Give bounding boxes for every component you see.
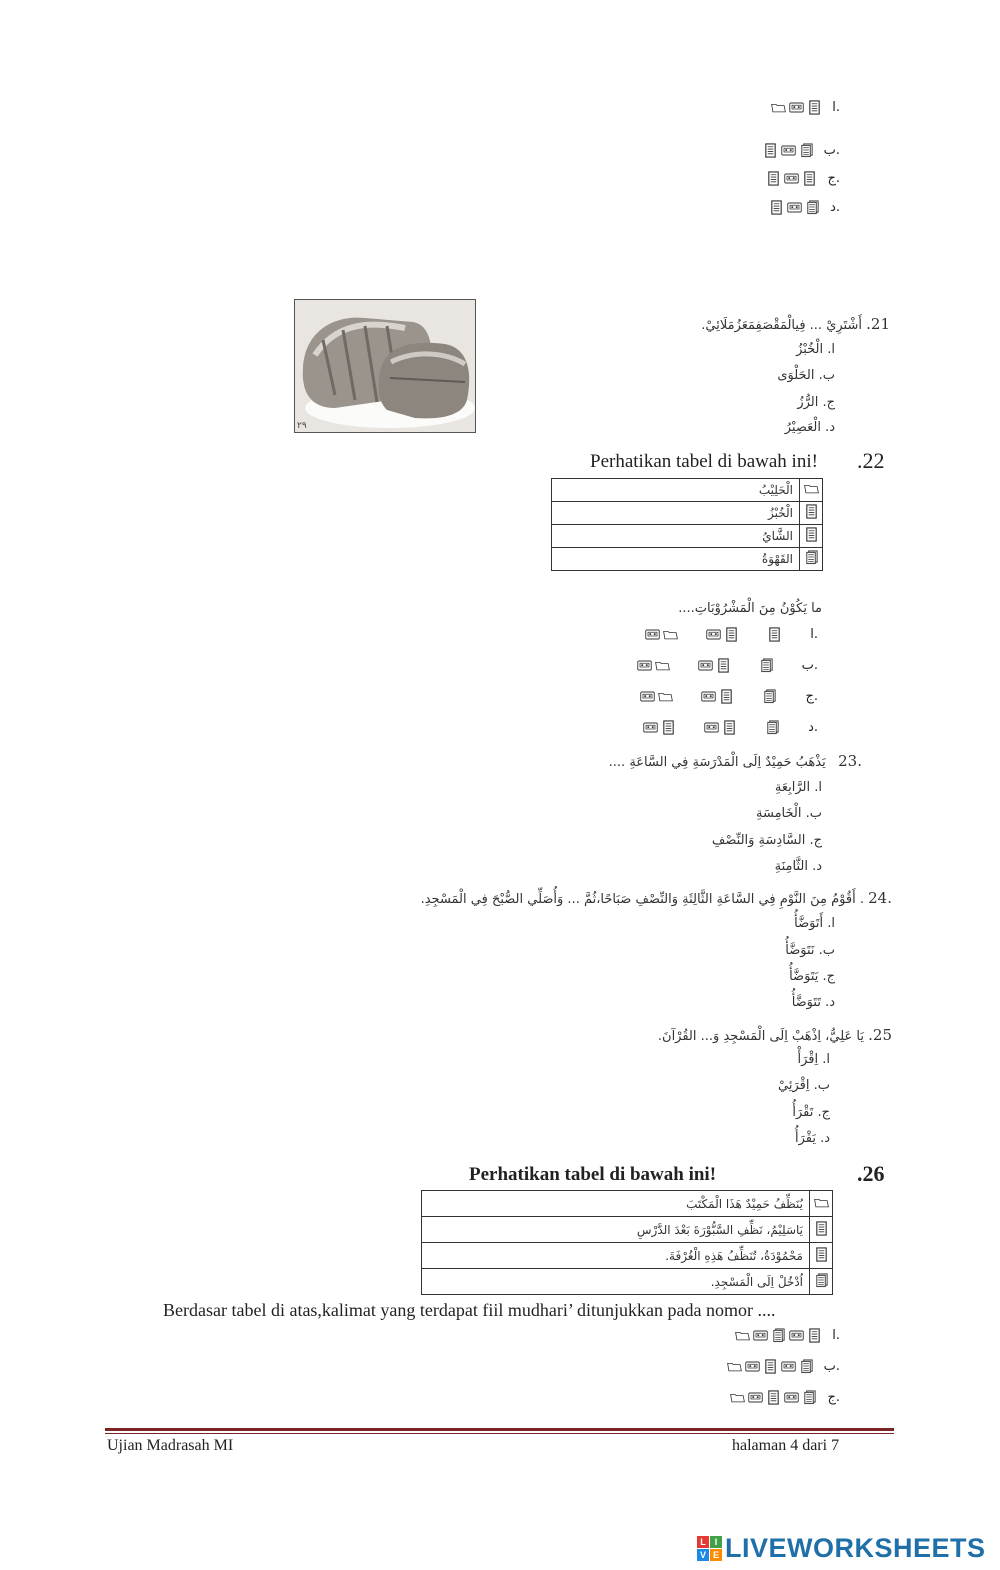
stack-icon bbox=[799, 143, 814, 158]
table-cell-icon bbox=[800, 502, 823, 525]
q26-statement: Berdasar tabel di atas,kalimat yang terdapat fiil mudhari’ ditunjukkan pada nomor .... bbox=[163, 1300, 776, 1320]
option-label: د. bbox=[830, 200, 840, 215]
q22-options bbox=[600, 625, 840, 750]
q26-title: Perhatikan tabel di bawah ini! bbox=[469, 1164, 717, 1185]
table-cell-icon bbox=[810, 1243, 833, 1269]
option-label: ا. bbox=[832, 1328, 840, 1343]
doc-icon bbox=[719, 689, 734, 704]
q25-number: 25. bbox=[868, 1026, 892, 1044]
q20-option-a[interactable] bbox=[771, 100, 840, 115]
bread-image bbox=[294, 299, 476, 433]
icon-group bbox=[645, 627, 678, 642]
footer-rule-thin bbox=[105, 1433, 894, 1434]
table-cell-text: الْخُبْزُ bbox=[552, 502, 800, 525]
q22-option-a[interactable] bbox=[645, 627, 818, 642]
cassette-icon bbox=[643, 720, 658, 735]
q25-option-b[interactable]: ب. اِقْرَئِيْ bbox=[778, 1078, 830, 1093]
q26-options bbox=[690, 1326, 840, 1416]
icon-group bbox=[706, 627, 739, 642]
q20-options bbox=[700, 96, 840, 226]
folder-icon bbox=[735, 1328, 750, 1343]
doc-icon bbox=[763, 143, 778, 158]
stack-icon bbox=[814, 1273, 829, 1288]
icon-group bbox=[766, 171, 817, 186]
folder-icon bbox=[730, 1390, 745, 1405]
option-label: ج. bbox=[827, 1390, 840, 1405]
folder-icon bbox=[814, 1195, 829, 1210]
stack-icon bbox=[765, 720, 780, 735]
doc-icon bbox=[807, 1328, 822, 1343]
q21-question-text: أَشْتَرِيْ ... فِيالْمَقْصَفِمَعَزُمَلَائِيْ. bbox=[701, 318, 862, 333]
cassette-icon bbox=[784, 1390, 799, 1405]
q24-number: .24 bbox=[868, 889, 892, 907]
brand-name: LIVEWORKSHEETS bbox=[725, 1533, 986, 1563]
table-row bbox=[552, 525, 823, 548]
cassette-icon bbox=[781, 143, 796, 158]
q23-option-c[interactable]: ج. السَّادِسَةِ وَالنِّصْفِ bbox=[711, 833, 822, 848]
q20-option-d[interactable] bbox=[769, 200, 840, 215]
q26-option-a[interactable] bbox=[735, 1328, 840, 1343]
cassette-icon bbox=[784, 171, 799, 186]
option-label: ب. bbox=[823, 143, 840, 158]
q23-option-b[interactable]: ب. الْخَامِسَةِ bbox=[756, 806, 822, 821]
folder-icon bbox=[655, 658, 670, 673]
icon-group bbox=[704, 720, 737, 735]
icon-group bbox=[767, 627, 782, 642]
q22-table bbox=[551, 478, 823, 571]
q24-option-d[interactable]: د. تَتَوَضَّأُ bbox=[791, 995, 835, 1010]
stack-icon bbox=[762, 689, 777, 704]
option-label: ب. bbox=[801, 658, 818, 673]
cassette-icon bbox=[753, 1328, 768, 1343]
cassette-icon bbox=[789, 100, 804, 115]
cassette-icon bbox=[745, 1359, 760, 1374]
stack-icon bbox=[771, 1328, 786, 1343]
cassette-icon bbox=[637, 658, 652, 673]
doc-icon bbox=[804, 504, 819, 519]
q24-option-a[interactable]: ا. أَتَوَضَّأُ bbox=[794, 916, 835, 931]
icon-group bbox=[643, 720, 676, 735]
table-cell-icon bbox=[810, 1269, 833, 1295]
icon-group bbox=[640, 689, 673, 704]
doc-icon bbox=[804, 527, 819, 542]
q21-number: 21. bbox=[866, 315, 890, 333]
q25-question bbox=[658, 1026, 892, 1044]
table-cell-text: الشَّايُ bbox=[552, 525, 800, 548]
q21-question bbox=[701, 315, 890, 333]
cassette-icon bbox=[787, 200, 802, 215]
q26-number: .26 bbox=[857, 1161, 885, 1186]
option-label: ج. bbox=[805, 689, 818, 704]
cassette-icon bbox=[698, 658, 713, 673]
icon-group bbox=[698, 658, 731, 673]
table-cell-icon bbox=[800, 525, 823, 548]
icon-group bbox=[765, 720, 780, 735]
icon-group bbox=[727, 1359, 814, 1374]
table-row bbox=[422, 1191, 833, 1217]
table-cell-icon bbox=[800, 548, 823, 571]
icon-group bbox=[759, 658, 774, 673]
q23-option-d[interactable]: د. الثَّامِنَةِ bbox=[774, 859, 822, 874]
q21-option-d[interactable]: د. الْعَصِيْرُ bbox=[784, 420, 835, 435]
option-label: ب. bbox=[823, 1359, 840, 1374]
brand-badge-letter: L bbox=[697, 1536, 709, 1548]
table-row bbox=[552, 502, 823, 525]
table-cell-text: القَهْوَةُ bbox=[552, 548, 800, 571]
table-cell-icon bbox=[810, 1191, 833, 1217]
icon-group bbox=[771, 100, 822, 115]
doc-icon bbox=[802, 171, 817, 186]
brand-logo bbox=[697, 1533, 986, 1564]
q26-option-c[interactable] bbox=[730, 1390, 840, 1405]
q23-question-text: يَذْهَبُ حَمِيْدٌ اِلَى الْمَدْرَسَةِ فِي السَّاعَةِ .... bbox=[608, 755, 826, 770]
cassette-icon bbox=[701, 689, 716, 704]
brand-badge-letter: E bbox=[710, 1549, 722, 1561]
doc-icon bbox=[722, 720, 737, 735]
table-cell-text: اُدْخُلْ اِلَى الْمَسْجِدِ. bbox=[422, 1269, 810, 1295]
icon-group bbox=[637, 658, 670, 673]
doc-icon bbox=[814, 1221, 829, 1236]
q21-option-a[interactable]: ا. الْخُبْزُ bbox=[796, 342, 835, 357]
table-row bbox=[552, 479, 823, 502]
table-cell-text: يَاسَلِيْمُ، نَظِّفِ السَّبُّوْرَةَ بَعْدَ الدَّرْسِ bbox=[422, 1217, 810, 1243]
folder-icon bbox=[771, 100, 786, 115]
folder-icon bbox=[663, 627, 678, 642]
doc-icon bbox=[769, 200, 784, 215]
q21-option-b[interactable]: ب. الحَلْوَى bbox=[777, 368, 835, 383]
q22-title: Perhatikan tabel di bawah ini! bbox=[590, 451, 818, 472]
doc-icon bbox=[807, 100, 822, 115]
option-label: د. bbox=[808, 720, 818, 735]
folder-icon bbox=[658, 689, 673, 704]
cassette-icon bbox=[748, 1390, 763, 1405]
table-row bbox=[552, 548, 823, 571]
q20-option-c[interactable] bbox=[766, 171, 840, 186]
q26-table bbox=[421, 1190, 833, 1295]
icon-group bbox=[735, 1328, 822, 1343]
bread-picture bbox=[295, 300, 475, 432]
brand-badge-letter: V bbox=[697, 1549, 709, 1561]
q25-option-c[interactable]: ج. تَقْرَأُ bbox=[792, 1105, 830, 1120]
stack-icon bbox=[802, 1390, 817, 1405]
image-caption: ٢٩ bbox=[297, 421, 307, 431]
option-label: ج. bbox=[827, 171, 840, 186]
q22-option-c[interactable] bbox=[640, 689, 818, 704]
table-cell-text: مَحْمُوْدَةُ، تُنَظِّفُ هَذِهِ الْغُرْفَةَ. bbox=[422, 1243, 810, 1269]
cassette-icon bbox=[645, 627, 660, 642]
doc-icon bbox=[766, 171, 781, 186]
brand-badge bbox=[697, 1536, 722, 1561]
q23-option-a[interactable]: ا. الرَّابِعَةِ bbox=[774, 780, 822, 795]
doc-icon bbox=[814, 1247, 829, 1262]
q22-option-d[interactable] bbox=[643, 720, 818, 735]
q20-option-b[interactable] bbox=[763, 143, 840, 158]
brand-badge-letter: I bbox=[710, 1536, 722, 1548]
cassette-icon bbox=[781, 1359, 796, 1374]
cassette-icon bbox=[706, 627, 721, 642]
table-cell-text: الْحَلِيْبُ bbox=[552, 479, 800, 502]
option-label: ا. bbox=[832, 100, 840, 115]
doc-icon bbox=[766, 1390, 781, 1405]
cassette-icon bbox=[789, 1328, 804, 1343]
folder-icon bbox=[727, 1359, 742, 1374]
table-cell-text: يُنَظِّفُ حَمِيْدٌ هَذَا الْمَكْتَبَ bbox=[422, 1191, 810, 1217]
q22-number: .22 bbox=[857, 448, 885, 473]
stack-icon bbox=[804, 550, 819, 565]
option-label: ا. bbox=[810, 627, 818, 642]
icon-group bbox=[762, 689, 777, 704]
doc-icon bbox=[763, 1359, 778, 1374]
doc-icon bbox=[661, 720, 676, 735]
stack-icon bbox=[759, 658, 774, 673]
q21-option-c[interactable]: ج. الرُّزُ bbox=[797, 395, 835, 410]
q23-question bbox=[609, 752, 862, 770]
icon-group bbox=[763, 143, 814, 158]
icon-group bbox=[701, 689, 734, 704]
q25-option-d[interactable]: د. يَقْرَأُ bbox=[794, 1131, 830, 1146]
q22-option-b[interactable] bbox=[637, 658, 818, 673]
table-row bbox=[422, 1217, 833, 1243]
table-cell-icon bbox=[800, 479, 823, 502]
footer-rule bbox=[105, 1428, 894, 1431]
footer-left: Ujian Madrasah MI bbox=[107, 1437, 234, 1454]
q24-option-c[interactable]: ج. يَتَوَضَّأُ bbox=[789, 969, 835, 984]
icon-group bbox=[730, 1390, 817, 1405]
table-row bbox=[422, 1243, 833, 1269]
q26-option-b[interactable] bbox=[727, 1359, 840, 1374]
q22-question: ما يَكُوْنُ مِنَ الْمَشْرُوْبَاتِ.... bbox=[678, 601, 822, 616]
folder-icon bbox=[804, 481, 819, 496]
icon-group bbox=[769, 200, 820, 215]
doc-icon bbox=[767, 627, 782, 642]
q25-question-text: يَا عَلِيُّ، اِذْهَبْ اِلَى الْمَسْجِدِ وَ... القُرْآنَ. bbox=[657, 1029, 864, 1044]
q24-question-text: . أَقُوْمُ مِنَ النَّوْمِ فِي السَّاعَةِ الثَّالِثَةِ وَالنِّصْفِ صَبَاحًا،ثُمَّ ... وَأُصَلِّي الصُّبْحَ فِي الْمَسْجِدِ. bbox=[420, 892, 864, 907]
stack-icon bbox=[805, 200, 820, 215]
footer-right: halaman 4 dari 7 bbox=[732, 1437, 840, 1454]
cassette-icon bbox=[704, 720, 719, 735]
doc-icon bbox=[724, 627, 739, 642]
q25-option-a[interactable]: ا. اِقْرَأْ bbox=[797, 1052, 830, 1067]
q23-number: .23 bbox=[838, 752, 862, 770]
doc-icon bbox=[716, 658, 731, 673]
q24-question bbox=[421, 889, 892, 907]
table-row bbox=[422, 1269, 833, 1295]
stack-icon bbox=[799, 1359, 814, 1374]
table-cell-icon bbox=[810, 1217, 833, 1243]
q24-option-b[interactable]: ب. نَتَوَضَّأُ bbox=[785, 943, 835, 958]
cassette-icon bbox=[640, 689, 655, 704]
